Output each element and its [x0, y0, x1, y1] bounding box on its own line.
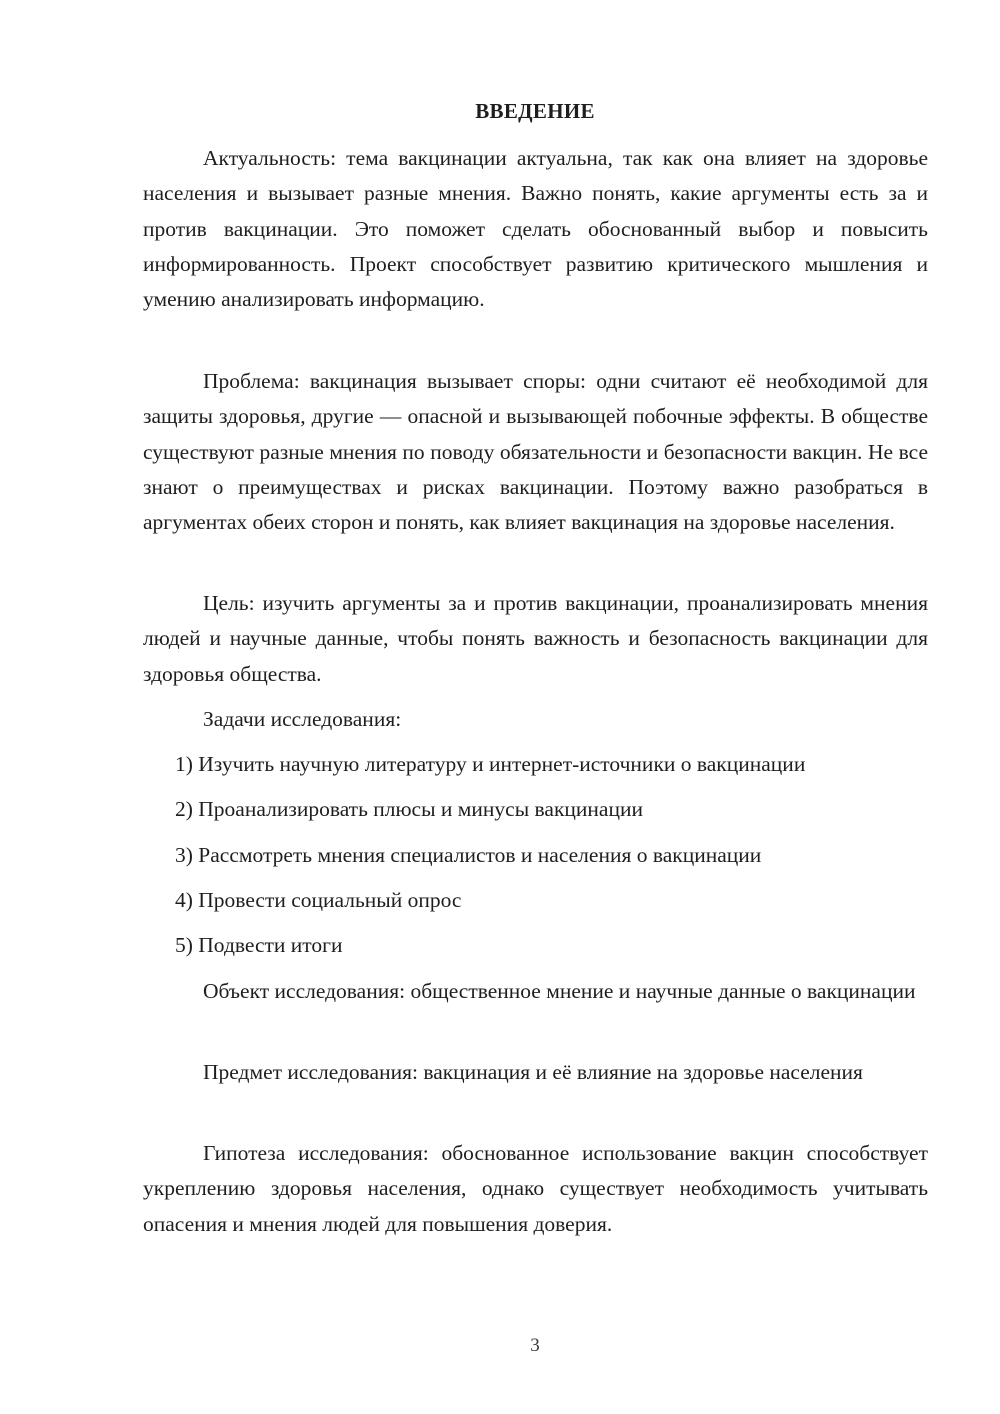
task-item-2: 2) Проанализировать плюсы и минусы вакцинации: [175, 797, 643, 821]
paragraph-hypothesis: Гипотеза исследования: обоснованное использование вакцин способствует укреплению здоровья населения, однако существует необходимость учитывать опасения и мнения людей для повышения доверия.: [143, 1141, 928, 1236]
tasks-heading: Задачи исследования:: [203, 707, 402, 731]
page-number: 3: [530, 1335, 540, 1356]
paragraph-subject: Предмет исследования: вакцинация и её влияние на здоровье населения: [203, 1060, 863, 1084]
paragraph-goal: Цель: изучить аргументы за и против вакцинации, проанализировать мнения людей и научные данные, чтобы понять важность и безопасность вакцинации для здоровья общества.: [143, 591, 928, 686]
paragraph-object: Объект исследования: общественное мнение и научные данные о вакцинации: [203, 979, 916, 1003]
paragraph-problem: Проблема: вакцинация вызывает споры: одни считают её необходимой для защиты здоровья, другие — опасной и вызывающей побочные эффекты. В обществе существуют разные мнения по поводу обязательности и безопасности вакцин. Не все знают о преимуществах и рисках вакцинации. Поэтому важно разобраться в аргументах обеих сторон и понять, как влияет вакцинация на здоровье населения.: [143, 369, 928, 535]
section-title: ВВЕДЕНИЕ: [475, 99, 595, 123]
task-item-5: 5) Подвести итоги: [175, 933, 343, 957]
task-item-1: 1) Изучить научную литературу и интернет-источники о вакцинации: [175, 752, 806, 776]
task-item-3: 3) Рассмотреть мнения специалистов и населения о вакцинации: [175, 843, 762, 867]
paragraph-relevance: Актуальность: тема вакцинации актуальна, так как она влияет на здоровье населения и вызывает разные мнения. Важно понять, какие аргументы есть за и против вакцинации. Это поможет сделать обоснованный выбор и повысить информированность. Проект способствует развитию критического мышления и умению анализировать информацию.: [143, 146, 928, 312]
task-item-4: 4) Провести социальный опрос: [175, 888, 462, 912]
